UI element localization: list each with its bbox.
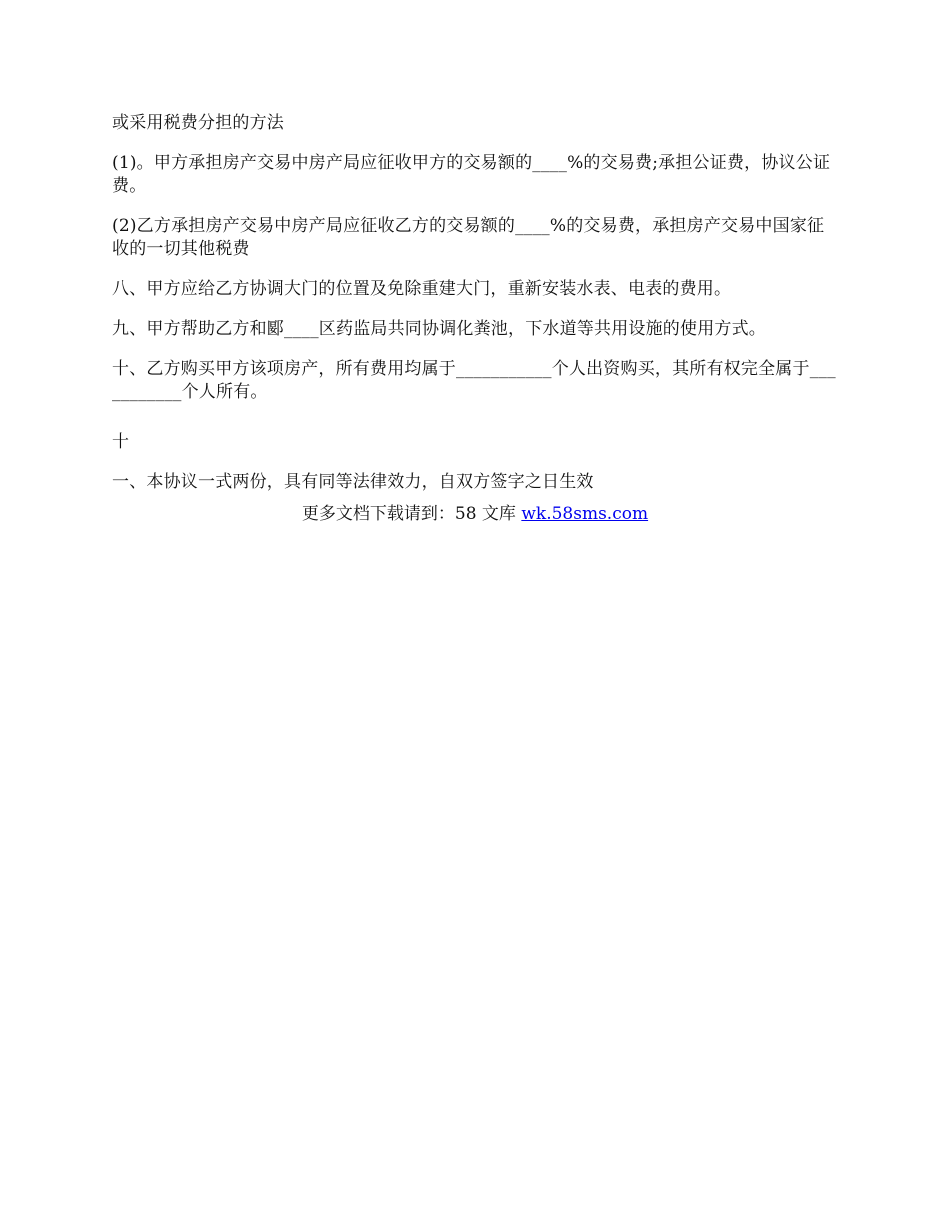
paragraph-tax-sharing-method: 或采用税费分担的方法 bbox=[112, 113, 284, 133]
footer-website-link[interactable]: wk.58sms.com bbox=[521, 504, 649, 524]
paragraph-clause-ten: 十、乙方购买甲方该项房产，所有费用均属于___________个人出资购买，其所有权完全属于___________个人所有。 bbox=[112, 359, 836, 402]
footer-prefix-text: 更多文档下载请到：58 文库 bbox=[301, 504, 522, 524]
download-footer bbox=[0, 503, 950, 526]
paragraph-clause-heading-ten: 十 bbox=[112, 432, 130, 452]
paragraph-clause-nine: 九、甲方帮助乙方和郾____区药监局共同协调化粪池，下水道等共用设施的使用方式。 bbox=[112, 319, 766, 339]
document-body bbox=[112, 112, 840, 511]
paragraph-clause-eight: 八、甲方应给乙方协调大门的位置及免除重建大门，重新安装水表、电表的费用。 bbox=[112, 279, 732, 299]
paragraph-party-b-fees: (2)乙方承担房产交易中房产局应征收乙方的交易额的____%的交易费，承担房产交易中国家征收的一切其他税费 bbox=[112, 216, 825, 259]
paragraph-party-a-fees: (1)。甲方承担房产交易中房产局应征收甲方的交易额的____%的交易费;承担公证费，协议公证费。 bbox=[112, 153, 831, 196]
paragraph-clause-eleven: 一、本协议一式两份，具有同等法律效力，自双方签字之日生效 bbox=[112, 472, 594, 492]
